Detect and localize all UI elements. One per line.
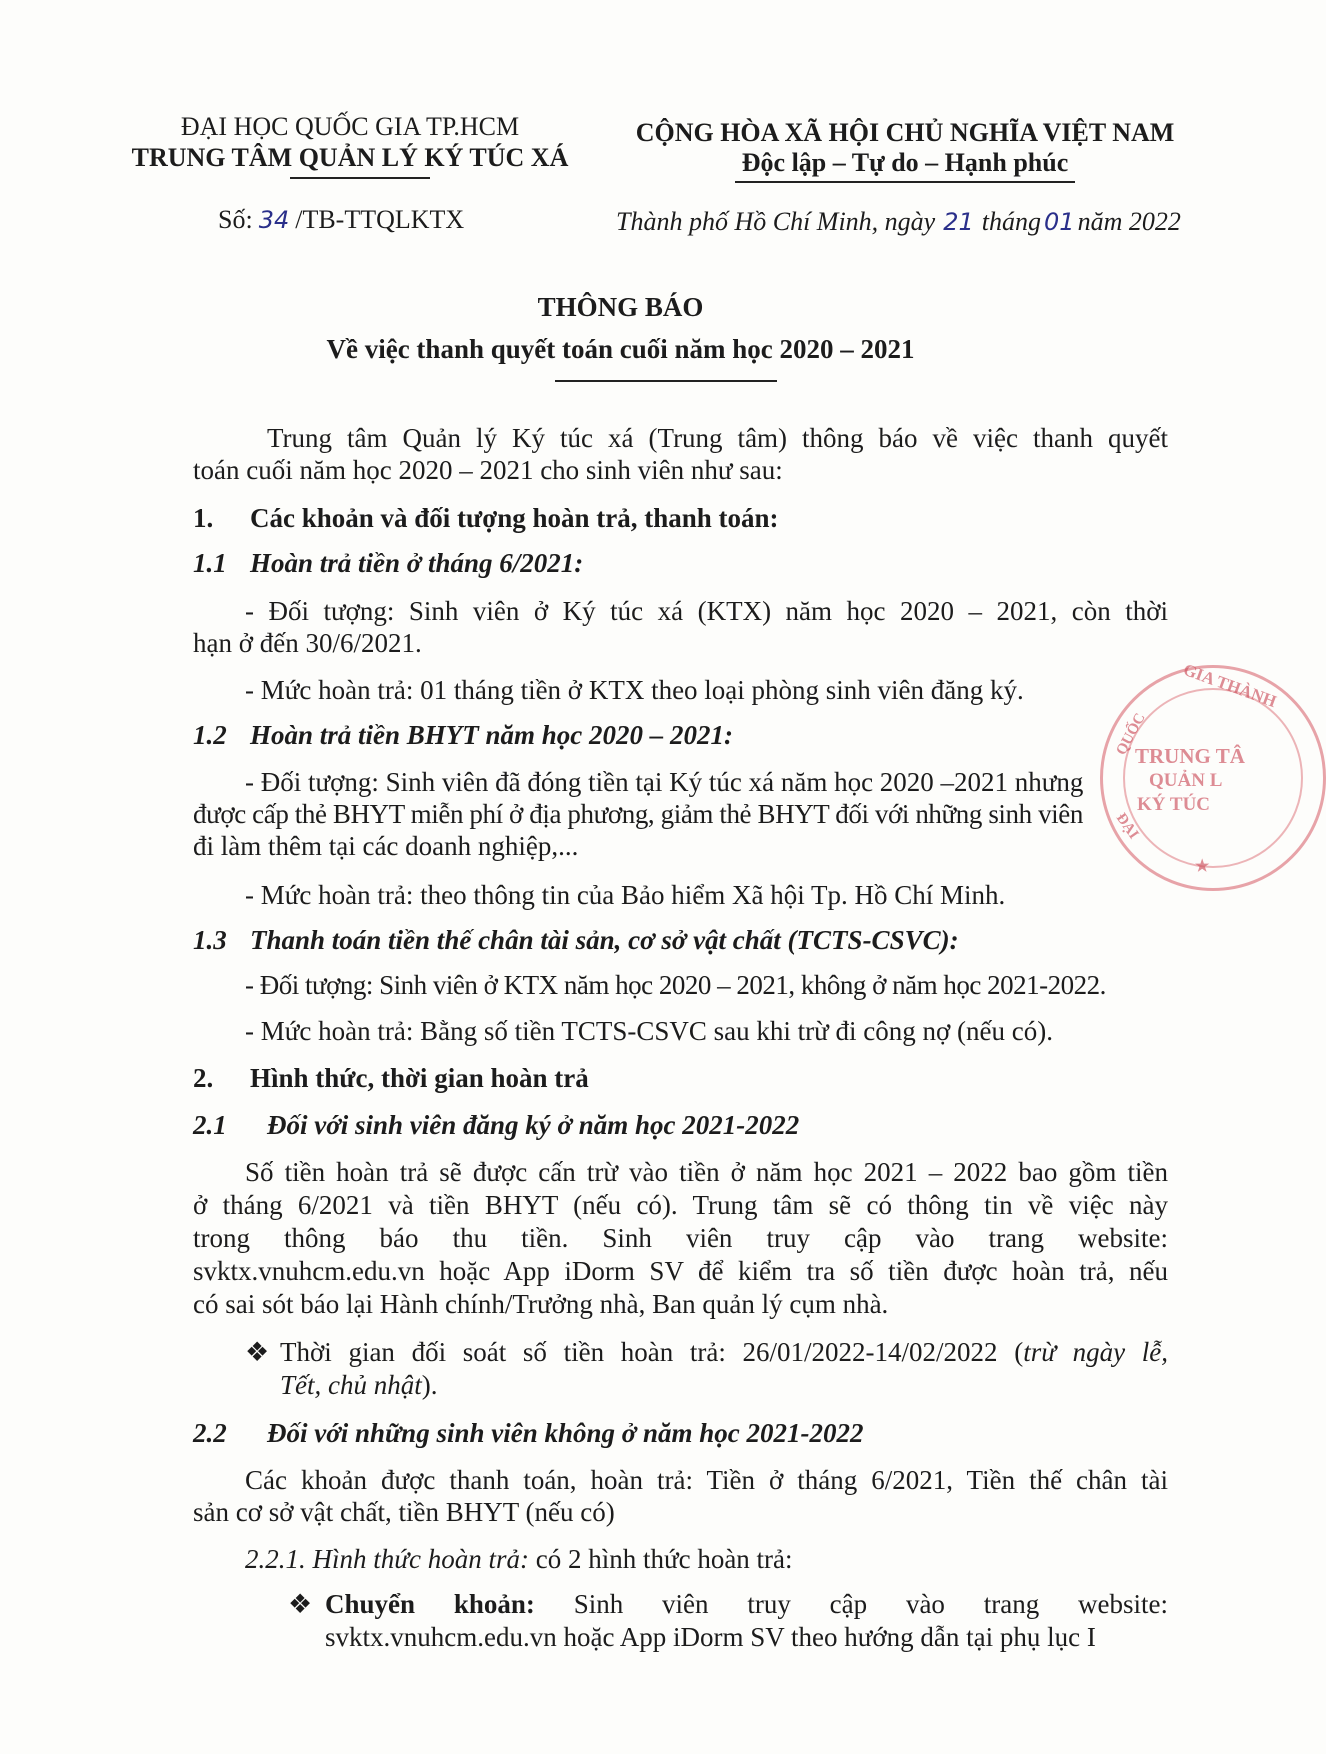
s21-line-2: ở tháng 6/2021 và tiền BHYT (nếu có). Trung tâm sẽ có thông tin về việc này [193,1190,1168,1220]
section-1-3-title: Thanh toán tiền thế chân tài sản, cơ sở vật chất (TCTS-CSVC): [250,925,959,955]
s12-subject-line-3: đi làm thêm tại các doanh nghiệp,... [193,831,579,861]
date-year: năm 2022 [1077,207,1181,236]
ck-line-1 [325,1589,1168,1620]
s21-bullet-icon: ❖ [245,1337,270,1367]
ck-label: Chuyển khoản: [325,1589,535,1619]
s21-bullet-text: Thời gian đối soát số tiền hoàn trả: 26/01/2022-14/02/2022 ( [280,1337,1024,1367]
section-1-1-title: Hoàn trả tiền ở tháng 6/2021: [250,548,584,578]
s21-line-4: svktx.vnuhcm.edu.vn hoặc App iDorm SV để kiểm tra số tiền được hoàn trả, nếu [193,1256,1168,1286]
ck-bullet-icon: ❖ [288,1589,313,1619]
s21-bullet-italic-2: Tết, chủ nhật [280,1370,422,1400]
section-1-2-title: Hoàn trả tiền BHYT năm học 2020 – 2021: [250,720,734,750]
section-2-number: 2. [193,1063,214,1093]
section-1-2-number: 1.2 [193,720,227,750]
s22-line-1: Các khoản được thanh toán, hoàn trả: Tiền ở tháng 6/2021, Tiền thế chân tài [245,1465,1168,1495]
seal-ring-top: GIA THÀNH [1180,659,1279,712]
date-month-label: tháng [981,207,1042,236]
document-date [616,207,1181,237]
s11-subject-line-2: hạn ở đến 30/6/2021. [193,628,422,658]
section-2-1-title: Đối với sinh viên đăng ký ở năm học 2021-2022 [267,1110,800,1140]
s22-line-2: sản cơ sở vật chất, tiền BHYT (nếu có) [193,1497,615,1527]
section-2-2-title: Đối với những sinh viên không ở năm học 2021-2022 [267,1418,864,1448]
org-underline [290,177,430,179]
s21-bullet-line-1 [280,1337,1168,1368]
motto-underline [735,181,1075,183]
s21-line-3: trong thông báo thu tiền. Sinh viên truy cập vào trang website: [193,1223,1168,1253]
date-day: 21 [943,208,974,236]
s221-line [245,1544,793,1575]
s221-label: 2.2.1. Hình thức hoàn trả: [245,1544,529,1574]
s21-line-5: có sai sót báo lại Hành chính/Trưởng nhà, Ban quản lý cụm nhà. [193,1289,889,1319]
date-month: 01 [1044,208,1075,236]
s21-bullet-italic: trừ ngày lễ, [1023,1337,1168,1367]
seal-line-1: TRUNG TÂ [1135,744,1245,768]
s12-amount: - Mức hoàn trả: theo thông tin của Bảo hiểm Xã hội Tp. Hồ Chí Minh. [245,880,1006,910]
seal-line-3: KÝ TÚC [1137,794,1211,815]
ck-text: Sinh viên truy cập vào trang website: [573,1589,1169,1619]
section-1-number: 1. [193,503,214,533]
seal-ring-bottom: ĐẠI [1112,810,1142,843]
ck-line-2: svktx.vnuhcm.edu.vn hoặc App iDorm SV theo hướng dẫn tại phụ lục I [325,1622,1096,1652]
s21-line-1: Số tiền hoàn trả sẽ được cấn trừ vào tiền ở năm học 2021 – 2022 bao gồm tiền [245,1157,1168,1187]
s12-subject-line-2: được cấp thẻ BHYT miễn phí ở địa phương, giảm thẻ BHYT đối với những sinh viên [193,799,1083,829]
section-2-1-number: 2.1 [193,1110,227,1140]
s221-text: có 2 hình thức hoàn trả: [528,1544,793,1574]
number-suffix: /TB-TTQLKTX [295,205,465,234]
official-seal [1100,659,1326,891]
s11-amount: - Mức hoàn trả: 01 tháng tiền ở KTX theo loại phòng sinh viên đăng ký. [245,675,1024,705]
intro-line-2: toán cuối năm học 2020 – 2021 cho sinh viên như sau: [193,455,783,485]
page-subtitle: Về việc thanh quyết toán cuối năm học 2020 – 2021 [326,334,915,364]
section-2-2-number: 2.2 [193,1418,227,1448]
title-underline [555,380,777,382]
s11-subject-line-1: - Đối tượng: Sinh viên ở Ký túc xá (KTX) năm học 2020 – 2021, còn thời [245,596,1168,626]
nation-name: CỘNG HÒA XÃ HỘI CHỦ NGHĨA VIỆT NAM [635,118,1175,147]
s21-bullet-end: ). [421,1370,438,1400]
section-1-title: Các khoản và đối tượng hoàn trả, thanh toán: [250,503,779,533]
s13-amount: - Mức hoàn trả: Bằng số tiền TCTS-CSVC sau khi trừ đi công nợ (nếu có). [245,1016,1053,1046]
number-handwritten: 34 [258,206,290,234]
intro-line-1: Trung tâm Quản lý Ký túc xá (Trung tâm) thông báo về việc thanh quyết [267,423,1168,453]
seal-star-icon: ★ [1195,858,1210,875]
org-name: TRUNG TÂM QUẢN LÝ KÝ TÚC XÁ [131,143,569,172]
nation-motto: Độc lập – Tự do – Hạnh phúc [741,148,1069,177]
section-1-1-number: 1.1 [193,548,227,578]
section-2-title: Hình thức, thời gian hoàn trả [250,1063,589,1093]
seal-line-2: QUẢN L [1149,770,1223,791]
number-prefix: Số: [218,205,253,234]
org-parent: ĐẠI HỌC QUỐC GIA TP.HCM [180,112,520,141]
document-number [218,205,464,235]
s21-bullet-line-2 [280,1370,438,1401]
page-title: THÔNG BÁO [537,292,704,322]
s12-subject-line-1: - Đối tượng: Sinh viên đã đóng tiền tại Ký túc xá năm học 2020 –2021 nhưng [245,767,1084,797]
s13-subject: - Đối tượng: Sinh viên ở KTX năm học 2020 – 2021, không ở năm học 2021-2022. [245,970,1106,1000]
date-prefix: Thành phố Hồ Chí Minh, ngày [616,207,936,236]
seal-ring-left: QUỐC [1113,710,1149,758]
section-1-3-number: 1.3 [193,925,227,955]
